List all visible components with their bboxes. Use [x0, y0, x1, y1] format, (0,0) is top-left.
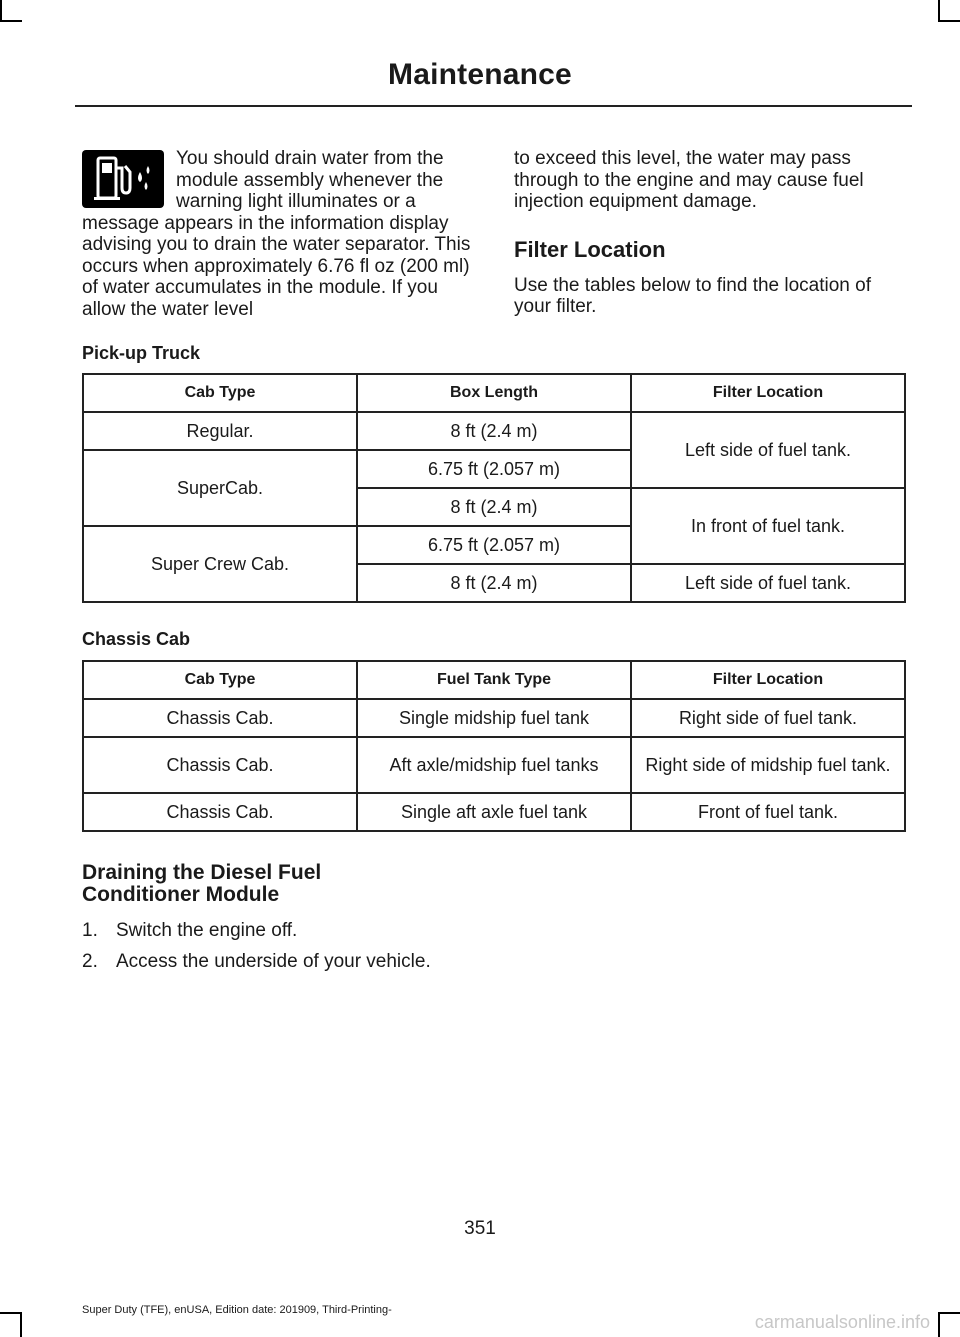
filter-location-text: Use the tables below to find the location of your filter. — [514, 274, 872, 317]
crop-mark — [938, 1312, 960, 1314]
page-title: Maintenance — [388, 58, 572, 91]
table-cell: Chassis Cab. — [83, 793, 357, 831]
table-cell: Left side of fuel tank. — [631, 412, 905, 488]
column-header: Cab Type — [83, 661, 357, 699]
table-cell: Regular. — [83, 412, 357, 450]
step-text: Access the underside of your vehicle. — [116, 951, 431, 972]
fuel-water-separator-icon — [82, 150, 164, 208]
table-cell: 8 ft (2.4 m) — [357, 564, 631, 602]
filter-location-heading: Filter Location — [514, 236, 666, 262]
table-cell: 8 ft (2.4 m) — [357, 488, 631, 526]
table-row — [83, 412, 905, 450]
page-number: 351 — [464, 1218, 496, 1239]
crop-mark — [0, 20, 22, 22]
column-header: Filter Location — [631, 661, 905, 699]
draining-heading — [82, 862, 321, 906]
header-divider — [75, 105, 912, 107]
draining-heading-line: Conditioner Module — [82, 883, 280, 906]
step-number: 1. — [82, 920, 98, 941]
crop-mark — [938, 20, 960, 22]
watermark: carmanualsonline.info — [754, 1312, 930, 1332]
steps-list — [82, 920, 431, 982]
table-cell: 6.75 ft (2.057 m) — [357, 450, 631, 488]
table-cell: In front of fuel tank. — [631, 488, 905, 564]
column-header: Fuel Tank Type — [357, 661, 631, 699]
intro-left-column — [82, 148, 477, 320]
crop-mark — [938, 1312, 940, 1337]
intro-right-column — [514, 148, 909, 318]
table-cell: Right side of fuel tank. — [631, 699, 905, 737]
table-cell: Super Crew Cab. — [83, 526, 357, 602]
table-cell: Left side of fuel tank. — [631, 564, 905, 602]
pickup-truck-table — [82, 373, 906, 603]
column-header: Filter Location — [631, 374, 905, 412]
list-item — [82, 951, 431, 973]
crop-mark — [0, 1312, 22, 1314]
intro-paragraph-right: to exceed this level, the water may pass through to the engine and may cause fuel injection equipment damage. — [514, 148, 864, 212]
step-number: 2. — [82, 951, 98, 972]
table-cell: SuperCab. — [83, 450, 357, 526]
table-cell: 6.75 ft (2.057 m) — [357, 526, 631, 564]
chassis-cab-table — [82, 660, 906, 832]
table-cell: Aft axle/midship fuel tanks — [357, 737, 631, 793]
table-row — [83, 737, 905, 793]
intro-paragraph-left: You should drain water from the module assembly whenever the warning light illuminates or a message appears in the information display advising you to drain the water separator. This occurs when approximately 6.76 fl oz (200 ml) of water accumulates in the module. If you allow the water level — [82, 148, 471, 320]
column-header: Box Length — [357, 374, 631, 412]
chassis-table-title: Chassis Cab — [82, 629, 191, 649]
crop-mark — [0, 0, 2, 22]
table-cell: Chassis Cab. — [83, 737, 357, 793]
crop-mark — [20, 1312, 22, 1337]
table-cell: Right side of midship fuel tank. — [631, 737, 905, 793]
table-cell: Single midship fuel tank — [357, 699, 631, 737]
table-cell: Single aft axle fuel tank — [357, 793, 631, 831]
step-text: Switch the engine off. — [116, 920, 298, 941]
column-header: Cab Type — [83, 374, 357, 412]
table-header-row — [83, 374, 905, 412]
table-header-row — [83, 661, 905, 699]
crop-mark — [938, 0, 940, 22]
pickup-table-title: Pick-up Truck — [82, 343, 201, 363]
table-row — [83, 699, 905, 737]
edition-footer: Super Duty (TFE), enUSA, Edition date: 201909, Third-Printing- — [82, 1304, 392, 1316]
table-row — [83, 793, 905, 831]
table-cell: Front of fuel tank. — [631, 793, 905, 831]
table-cell: 8 ft (2.4 m) — [357, 412, 631, 450]
draining-heading-line: Draining the Diesel Fuel — [82, 861, 322, 884]
table-cell: Chassis Cab. — [83, 699, 357, 737]
list-item — [82, 920, 431, 942]
